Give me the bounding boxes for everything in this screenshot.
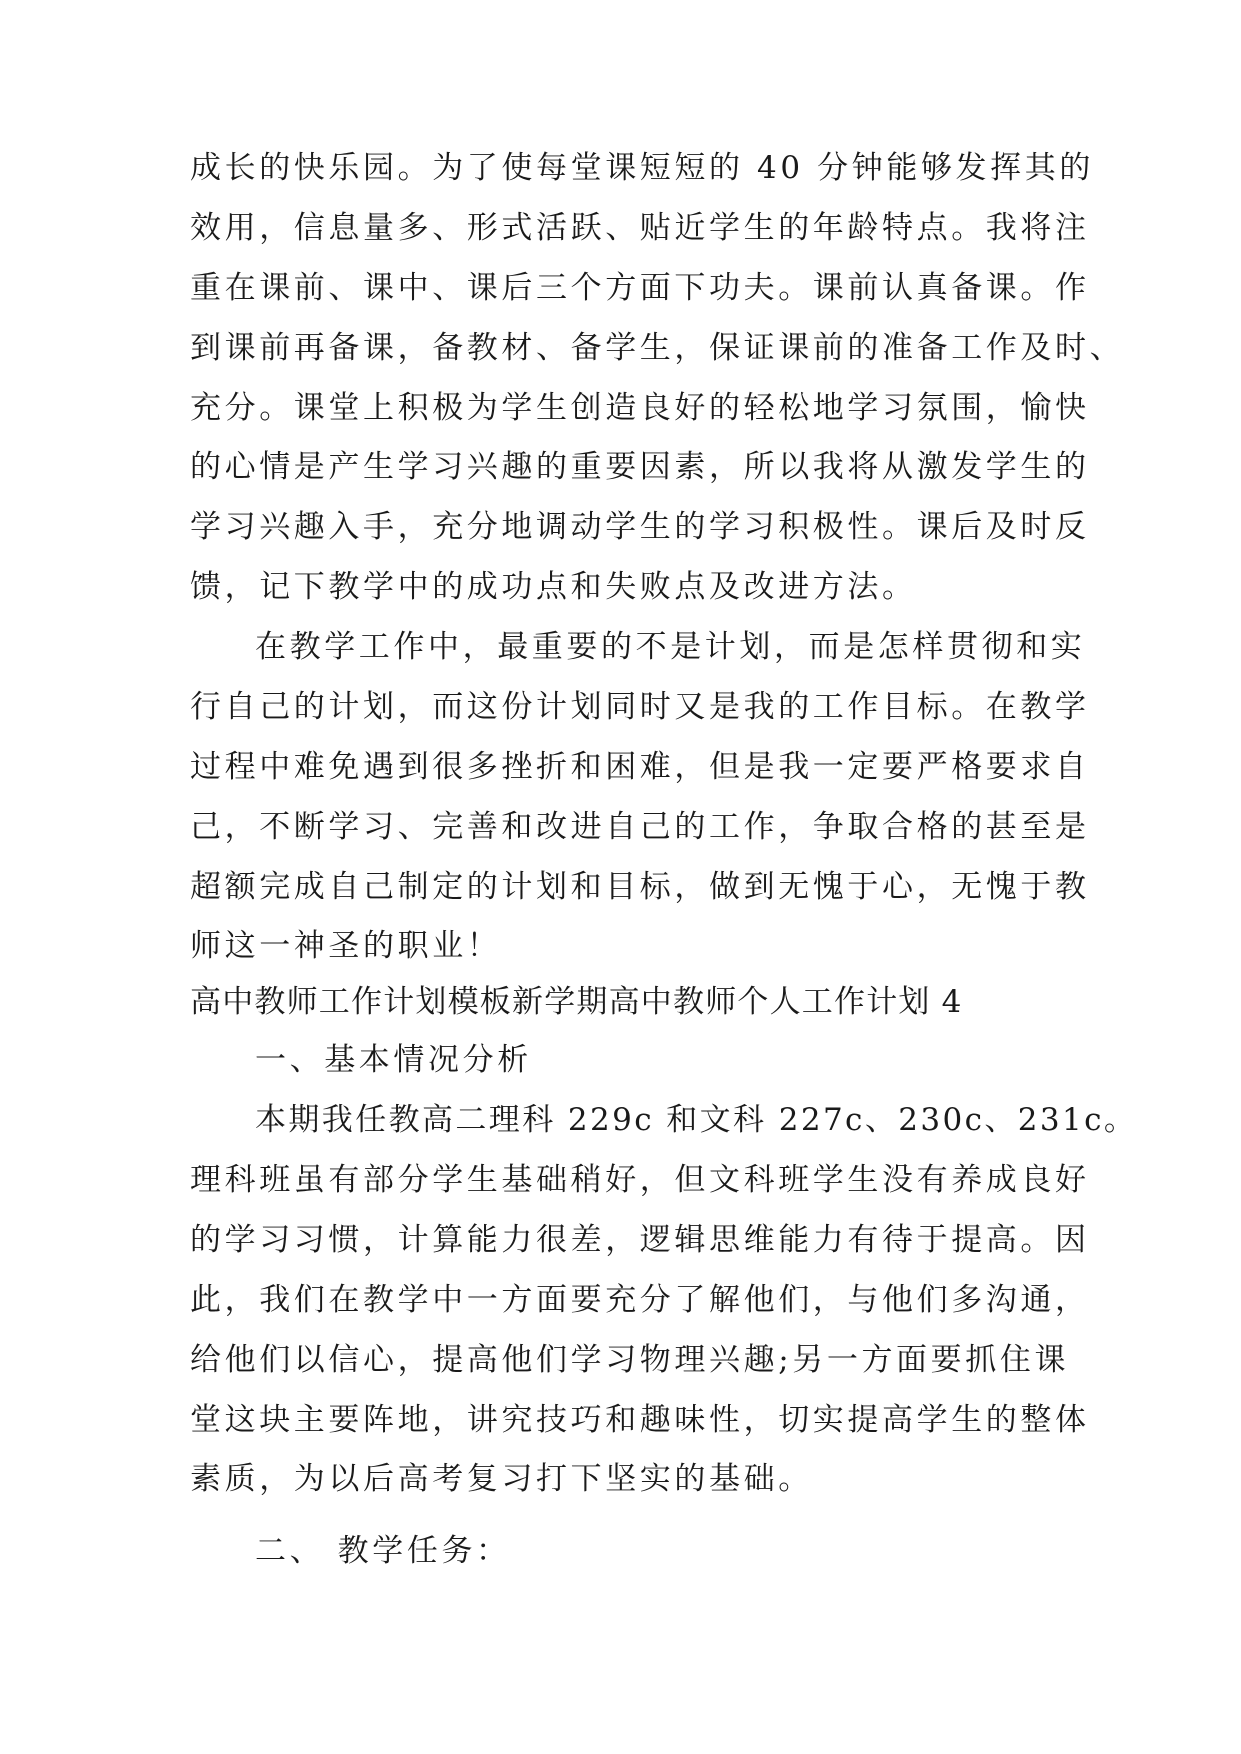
subsection-heading: 二、 教学任务： bbox=[255, 1533, 511, 1569]
text-line: 给他们以信心，提高他们学习物理兴趣;另一方面要抓住课 bbox=[190, 1342, 1070, 1378]
text-line: 馈，记下教学中的成功点和失败点及改进方法。 bbox=[190, 569, 917, 605]
text-line: 素质，为以后高考复习打下坚实的基础。 bbox=[190, 1461, 813, 1497]
text-line: 到课前再备课，备教材、备学生，保证课前的准备工作及时、 bbox=[190, 330, 1125, 366]
paragraph-first-line: 本期我任教高二理科 229c 和文科 227c、230c、231c。 bbox=[255, 1102, 1138, 1138]
text-line: 成长的快乐园。为了使每堂课短短的 40 分钟能够发挥其的 bbox=[190, 150, 1094, 186]
text-line: 超额完成自己制定的计划和目标，做到无愧于心，无愧于教 bbox=[190, 869, 1090, 905]
text-line: 己，不断学习、完善和改进自己的工作，争取合格的甚至是 bbox=[190, 809, 1090, 845]
subsection-heading: 一、基本情况分析 bbox=[255, 1042, 532, 1078]
text-line: 师这一神圣的职业！ bbox=[190, 928, 502, 964]
text-line: 充分。课堂上积极为学生创造良好的轻松地学习氛围，愉快 bbox=[190, 390, 1090, 426]
text-line: 的心情是产生学习兴趣的重要因素，所以我将从激发学生的 bbox=[190, 449, 1090, 485]
paragraph-first-line: 在教学工作中，最重要的不是计划，而是怎样贯彻和实 bbox=[255, 629, 1086, 665]
text-line: 行自己的计划，而这份计划同时又是我的工作目标。在教学 bbox=[190, 689, 1090, 725]
text-line: 过程中难免遇到很多挫折和困难，但是我一定要严格要求自 bbox=[190, 749, 1090, 785]
section-title: 高中教师工作计划模板新学期高中教师个人工作计划 4 bbox=[190, 984, 963, 1020]
text-line: 重在课前、课中、课后三个方面下功夫。课前认真备课。作 bbox=[190, 270, 1090, 306]
text-line: 此，我们在教学中一方面要充分了解他们，与他们多沟通， bbox=[190, 1282, 1090, 1318]
text-line: 堂这块主要阵地，讲究技巧和趣味性，切实提高学生的整体 bbox=[190, 1402, 1090, 1438]
text-line: 理科班虽有部分学生基础稍好，但文科班学生没有养成良好 bbox=[190, 1162, 1090, 1198]
text-line: 的学习习惯，计算能力很差，逻辑思维能力有待于提高。因 bbox=[190, 1222, 1090, 1258]
text-line: 学习兴趣入手，充分地调动学生的学习积极性。课后及时反 bbox=[190, 509, 1090, 545]
text-line: 效用，信息量多、形式活跃、贴近学生的年龄特点。我将注 bbox=[190, 210, 1090, 246]
